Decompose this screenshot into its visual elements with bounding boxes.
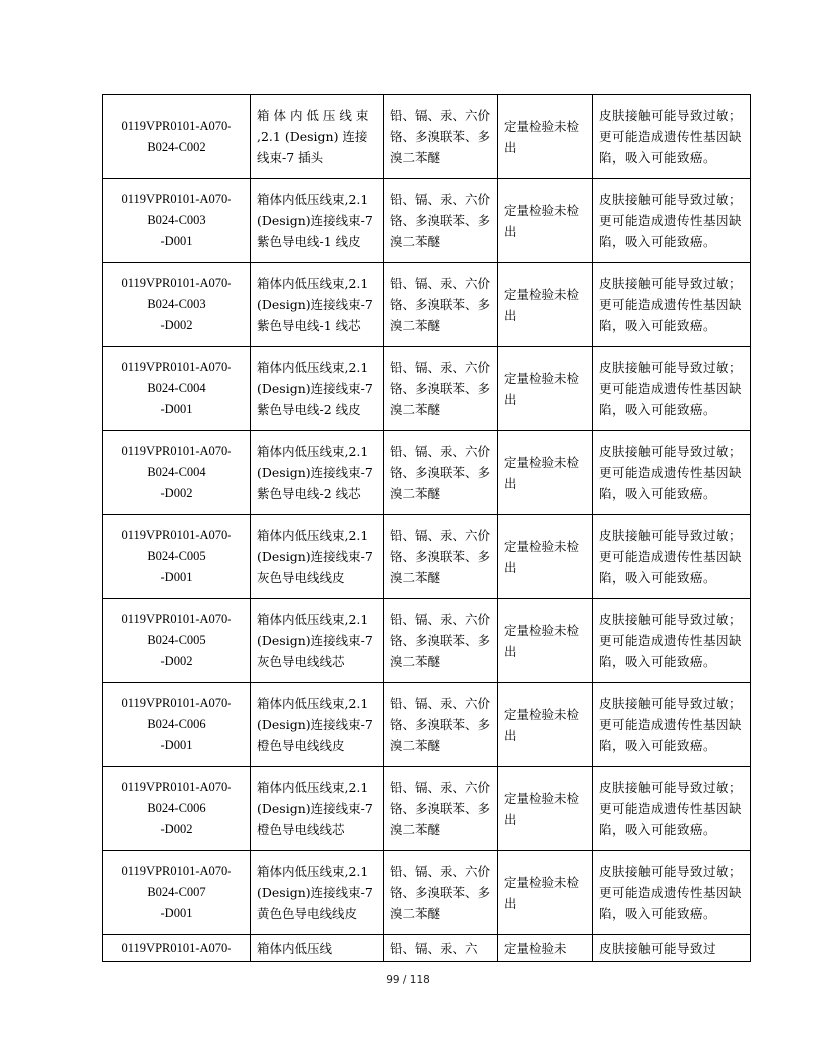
- test-method-cell: 定量检验未检出: [498, 683, 593, 767]
- test-method-cell: 定量检验未检出: [498, 767, 593, 851]
- table-row: [103, 935, 751, 962]
- part-code-line: 0119VPR0101-A070-: [121, 360, 232, 374]
- table-row: [103, 263, 751, 347]
- test-method-cell: 定量检验未检出: [498, 431, 593, 515]
- description-cell: 箱体内低压线束,2.1 (Design)连接线束-7 灰色导电线线芯: [251, 599, 384, 683]
- part-code-cell: [103, 179, 251, 263]
- part-code-cell: [103, 935, 251, 962]
- part-code-line: 0119VPR0101-A070-: [121, 941, 232, 955]
- part-code-line: 0119VPR0101-A070-: [121, 864, 232, 878]
- test-method-cell: 定量检验未检出: [498, 263, 593, 347]
- substances-cell: 铅、镉、汞、六价铬、多溴联苯、多溴二苯醚: [384, 263, 498, 347]
- risk-cell: 皮肤接触可能导致过敏；更可能造成遗传性基因缺陷，吸入可能致癌。: [593, 179, 751, 263]
- table-row: [103, 683, 751, 767]
- part-code-line: -D002: [160, 822, 193, 836]
- part-code-line: B024-C006: [147, 717, 206, 731]
- part-code-line: 0119VPR0101-A070-: [121, 192, 232, 206]
- page-number: 99 / 118: [386, 974, 430, 986]
- part-code-line: B024-C007: [147, 885, 206, 899]
- substances-cell: 铅、镉、汞、六价铬、多溴联苯、多溴二苯醚: [384, 179, 498, 263]
- table-row: [103, 431, 751, 515]
- part-code-line: B024-C004: [147, 465, 206, 479]
- risk-cell: 皮肤接触可能导致过敏；更可能造成遗传性基因缺陷，吸入可能致癌。: [593, 683, 751, 767]
- description-cell: 箱体内低压线束,2.1 (Design)连接线束-7 紫色导电线-2 线皮: [251, 347, 384, 431]
- risk-cell: 皮肤接触可能导致过敏；更可能造成遗传性基因缺陷，吸入可能致癌。: [593, 347, 751, 431]
- test-method-cell: 定量检验未检出: [498, 599, 593, 683]
- part-code-line: -D001: [160, 906, 193, 920]
- risk-cell: 皮肤接触可能导致过敏；更可能造成遗传性基因缺陷，吸入可能致癌。: [593, 515, 751, 599]
- part-code-line: 0119VPR0101-A070-: [121, 528, 232, 542]
- part-code-line: -D002: [160, 318, 193, 332]
- table-row: [103, 515, 751, 599]
- description-cell: 箱体内低压线束,2.1 (Design)连接线束-7 紫色导电线-1 线皮: [251, 179, 384, 263]
- description-cell: 箱体内低压线束,2.1 (Design)连接线束-7 橙色导电线线皮: [251, 683, 384, 767]
- part-code-cell: [103, 95, 251, 179]
- part-code-cell: [103, 347, 251, 431]
- part-code-line: B024-C003: [147, 297, 206, 311]
- risk-cell: 皮肤接触可能导致过敏；更可能造成遗传性基因缺陷，吸入可能致癌。: [593, 599, 751, 683]
- table-row: [103, 347, 751, 431]
- substances-cell: 铅、镉、汞、六: [384, 935, 498, 962]
- substances-cell: 铅、镉、汞、六价铬、多溴联苯、多溴二苯醚: [384, 767, 498, 851]
- risk-cell: 皮肤接触可能导致过敏；更可能造成遗传性基因缺陷，吸入可能致癌。: [593, 263, 751, 347]
- substances-cell: 铅、镉、汞、六价铬、多溴联苯、多溴二苯醚: [384, 683, 498, 767]
- part-code-cell: [103, 767, 251, 851]
- substances-cell: 铅、镉、汞、六价铬、多溴联苯、多溴二苯醚: [384, 515, 498, 599]
- substances-cell: 铅、镉、汞、六价铬、多溴联苯、多溴二苯醚: [384, 431, 498, 515]
- description-cell: 箱 体 内 低 压 线 束 ,2.1 (Design) 连接线束-7 插头: [251, 95, 384, 179]
- test-method-cell: 定量检验未检出: [498, 851, 593, 935]
- substances-cell: 铅、镉、汞、六价铬、多溴联苯、多溴二苯醚: [384, 851, 498, 935]
- part-code-line: -D002: [160, 654, 193, 668]
- part-code-cell: [103, 851, 251, 935]
- part-code-line: B024-C003: [147, 213, 206, 227]
- part-code-line: 0119VPR0101-A070-: [121, 444, 232, 458]
- description-cell: 箱体内低压线束,2.1 (Design)连接线束-7 黄色色导电线线皮: [251, 851, 384, 935]
- table-row: [103, 599, 751, 683]
- part-code-cell: [103, 263, 251, 347]
- part-code-line: B024-C002: [147, 139, 206, 154]
- risk-cell: 皮肤接触可能导致过敏；更可能造成遗传性基因缺陷，吸入可能致癌。: [593, 767, 751, 851]
- part-code-line: -D001: [160, 570, 193, 584]
- substances-cell: 铅、镉、汞、六价铬、多溴联苯、多溴二苯醚: [384, 95, 498, 179]
- description-cell: 箱体内低压线束,2.1 (Design)连接线束-7 橙色导电线线芯: [251, 767, 384, 851]
- part-code-line: 0119VPR0101-A070-: [121, 118, 232, 133]
- risk-cell: 皮肤接触可能导致过敏；更可能造成遗传性基因缺陷，吸入可能致癌。: [593, 431, 751, 515]
- test-method-cell: 定量检验未检出: [498, 515, 593, 599]
- risk-cell: 皮肤接触可能导致过敏；更可能造成遗传性基因缺陷，吸入可能致癌。: [593, 95, 751, 179]
- description-cell: 箱体内低压线束,2.1 (Design)连接线束-7 灰色导电线线皮: [251, 515, 384, 599]
- part-code-line: -D001: [160, 234, 193, 248]
- table-row: [103, 851, 751, 935]
- part-code-line: 0119VPR0101-A070-: [121, 696, 232, 710]
- description-cell: 箱体内低压线束,2.1 (Design)连接线束-7 紫色导电线-1 线芯: [251, 263, 384, 347]
- part-code-line: B024-C006: [147, 801, 206, 815]
- risk-cell: 皮肤接触可能导致过敏；更可能造成遗传性基因缺陷，吸入可能致癌。: [593, 851, 751, 935]
- test-method-cell: 定量检验未: [498, 935, 593, 962]
- substances-cell: 铅、镉、汞、六价铬、多溴联苯、多溴二苯醚: [384, 599, 498, 683]
- part-code-line: 0119VPR0101-A070-: [121, 276, 232, 290]
- part-code-line: -D001: [160, 402, 193, 416]
- test-method-cell: 定量检验未检出: [498, 347, 593, 431]
- description-cell: 箱体内低压线: [251, 935, 384, 962]
- substances-cell: 铅、镉、汞、六价铬、多溴联苯、多溴二苯醚: [384, 347, 498, 431]
- part-code-line: B024-C005: [147, 549, 206, 563]
- part-code-line: 0119VPR0101-A070-: [121, 780, 232, 794]
- part-code-line: -D002: [160, 486, 193, 500]
- table-row: [103, 95, 751, 179]
- risk-cell: 皮肤接触可能导致过: [593, 935, 751, 962]
- test-method-cell: 定量检验未检出: [498, 95, 593, 179]
- table-row: [103, 767, 751, 851]
- test-method-cell: 定量检验未检出: [498, 179, 593, 263]
- table-body: [103, 95, 751, 962]
- table-row: [103, 179, 751, 263]
- part-code-cell: [103, 683, 251, 767]
- part-code-line: 0119VPR0101-A070-: [121, 612, 232, 626]
- substance-table: [102, 94, 751, 962]
- description-cell: 箱体内低压线束,2.1 (Design)连接线束-7 紫色导电线-2 线芯: [251, 431, 384, 515]
- part-code-cell: [103, 599, 251, 683]
- part-code-cell: [103, 431, 251, 515]
- part-code-line: B024-C004: [147, 381, 206, 395]
- part-code-line: -D001: [160, 738, 193, 752]
- part-code-cell: [103, 515, 251, 599]
- part-code-line: B024-C005: [147, 633, 206, 647]
